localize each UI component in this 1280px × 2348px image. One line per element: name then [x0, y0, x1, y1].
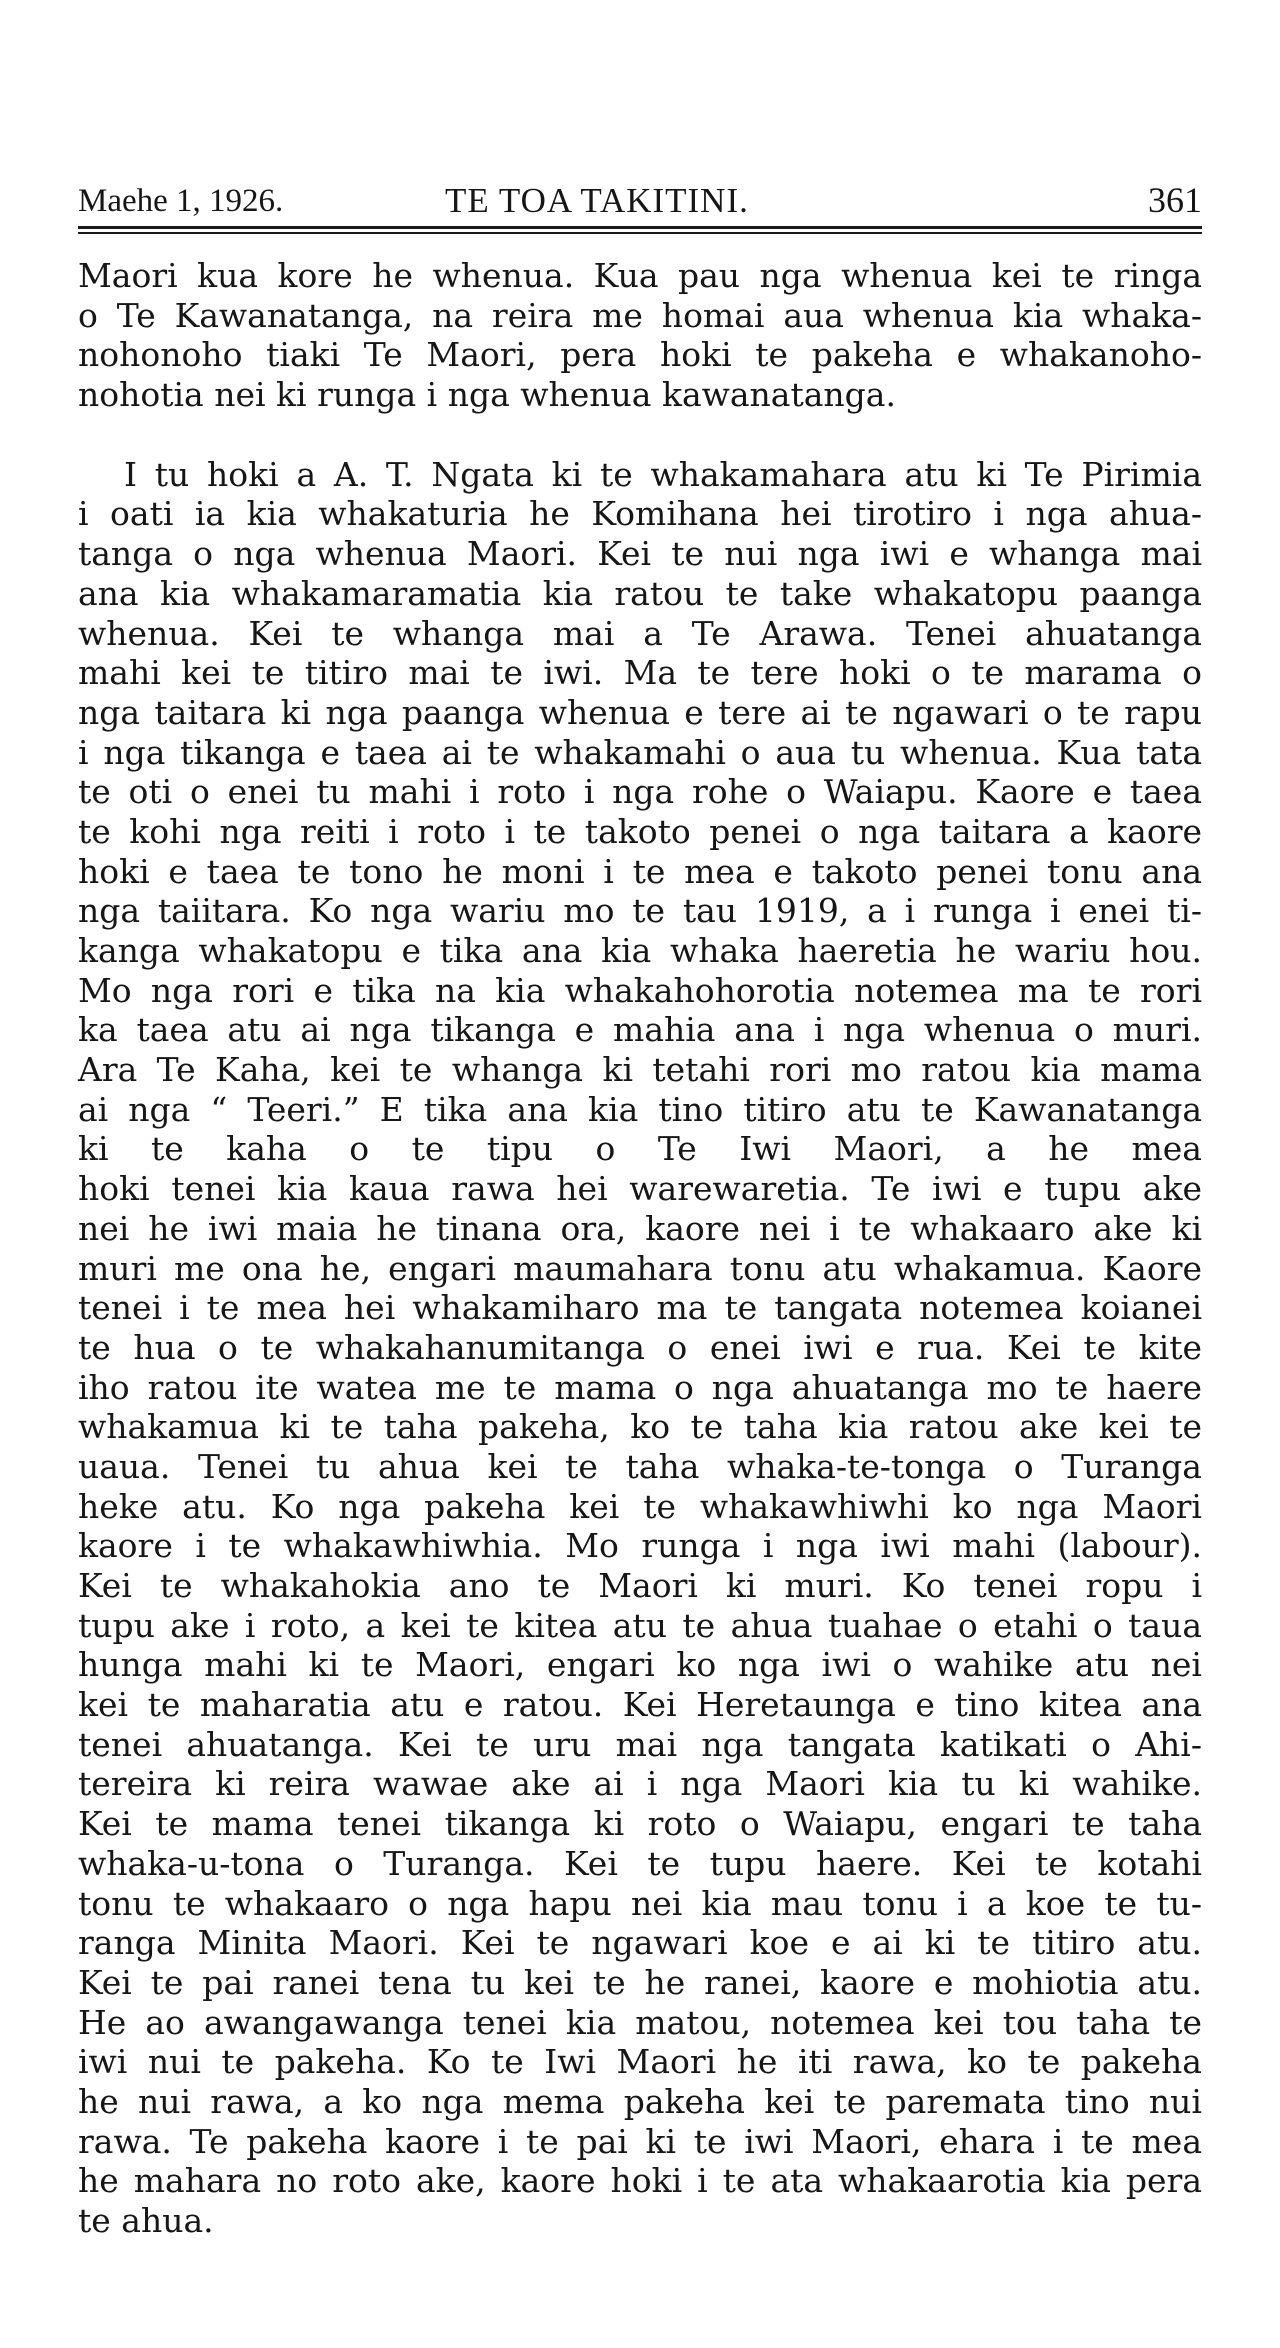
text-line: whenua. Kei te whanga mai a Te Arawa. Tenei ahuatanga — [78, 613, 1202, 653]
text-line: kaore i te whakawhiwhia. Mo runga i nga iwi mahi (labour). — [78, 1526, 1202, 1566]
text-line: Kei te mama tenei tikanga ki roto o Waiapu, engari te taha — [78, 1804, 1202, 1844]
text-line: o Te Kawanatanga, na reira me homai aua whenua kia whaka- — [78, 295, 1202, 335]
header-title: TE TOA TAKITINI. — [445, 181, 749, 220]
text-line: mahi kei te titiro mai te iwi. Ma te tere hoki o te marama o — [78, 653, 1202, 693]
text-line: iwi nui te pakeha. Ko te Iwi Maori he iti rawa, ko te pakeha — [78, 2042, 1202, 2082]
text-line: ana kia whakamaramatia kia ratou te take whakatopu paanga — [78, 573, 1202, 613]
text-line: Maori kua kore he whenua. Kua pau nga whenua kei te ringa — [78, 256, 1202, 295]
text-line: nohonoho tiaki Te Maori, pera hoki te pakeha e whakanoho- — [78, 335, 1202, 375]
header-rule-top — [78, 226, 1202, 229]
text-line: ki te kaha o te tipu o Te Iwi Maori, a he mea — [78, 1129, 1202, 1169]
text-line: kei te maharatia atu e ratou. Kei Heretaunga e tino kitea ana — [78, 1685, 1202, 1725]
text-line: te ahua. — [78, 2201, 214, 2240]
running-header — [78, 158, 1202, 218]
text-line: nga taitara ki nga paanga whenua e tere ai te ngawari o te rapu — [78, 692, 1202, 732]
text-line: He ao awangawanga tenei kia matou, notemea kei tou taha te — [78, 2002, 1202, 2042]
text-line: te oti o enei tu mahi i roto i nga rohe o Waiapu. Kaore e taea — [78, 772, 1202, 812]
text-line: tenei i te mea hei whakamiharo ma te tangata notemea koianei — [78, 1288, 1202, 1328]
text-line: tereira ki reira wawae ake ai i nga Maori kia tu ki wahike. — [78, 1764, 1202, 1804]
text-line: ai nga “ Teeri.” E tika ana kia tino titiro atu te Kawanatanga — [78, 1089, 1202, 1129]
text-line: heke atu. Ko nga pakeha kei te whakawhiwhi ko nga Maori — [78, 1486, 1202, 1526]
paragraph — [78, 455, 1202, 2241]
text-line: hunga mahi ki te Maori, engari ko nga iwi o wahike atu nei — [78, 1645, 1202, 1685]
text-line: ranga Minita Maori. Kei te ngawari koe e ai ki te titiro atu. — [78, 1923, 1202, 1963]
text-line: ka taea atu ai nga tikanga e mahia ana i nga whenua o muri. — [78, 1010, 1202, 1050]
text-line: Ara Te Kaha, kei te whanga ki tetahi rori mo ratou kia mama — [78, 1050, 1202, 1090]
text-line: tenei ahuatanga. Kei te uru mai nga tangata katikati o Ahi- — [78, 1724, 1202, 1764]
text-line: Kei te pai ranei tena tu kei te he ranei, kaore e mohiotia atu. — [78, 1962, 1202, 2002]
text-line: whaka-u-tona o Turanga. Kei te tupu haere. Kei te kotahi — [78, 1843, 1202, 1883]
text-line: i oati ia kia whakaturia he Komihana hei tirotiro i nga ahua- — [78, 494, 1202, 534]
paragraph-gap — [78, 415, 1202, 455]
text-line: te kohi nga reiti i roto i te takoto penei o nga taitara a kaore — [78, 811, 1202, 851]
text-line: he mahara no roto ake, kaore hoki i te ata whakaarotia kia pera — [78, 2161, 1202, 2201]
text-line: te hua o te whakahanumitanga o enei iwi e rua. Kei te kite — [78, 1327, 1202, 1367]
text-line: iho ratou ite watea me te mama o nga ahuatanga mo te haere — [78, 1367, 1202, 1407]
text-line: kanga whakatopu e tika ana kia whaka haeretia he wariu hou. — [78, 931, 1202, 970]
text-line: tanga o nga whenua Maori. Kei te nui nga iwi e whanga mai — [78, 534, 1202, 574]
text-line: hoki tenei kia kaua rawa hei warewaretia. Te iwi e tupu ake — [78, 1169, 1202, 1209]
text-line: nga taiitara. Ko nga wariu mo te tau 1919, a i runga i enei ti- — [78, 891, 1202, 931]
text-line: whakamua ki te taha pakeha, ko te taha kia ratou ake kei te — [78, 1407, 1202, 1447]
header-date: Maehe 1, 1926. — [78, 183, 284, 219]
text-line: hoki e taea te tono he moni i te mea e takoto penei tonu ana — [78, 851, 1202, 891]
text-line: nei he iwi maia he tinana ora, kaore nei i te whakaaro ake ki — [78, 1208, 1202, 1248]
text-line: nohotia nei ki runga i nga whenua kawanatanga. — [78, 375, 896, 415]
page-number: 361 — [1148, 180, 1202, 220]
text-line: I tu hoki a A. T. Ngata ki te whakamahara atu ki Te Pirimia — [124, 454, 1202, 494]
text-line: Mo nga rori e tika na kia whakahohorotia notemea ma te rori — [78, 970, 1202, 1010]
text-line: tonu te whakaaro o nga hapu nei kia mau tonu i a koe te tu- — [78, 1883, 1202, 1923]
text-line: Kei te whakahokia ano te Maori ki muri. Ko tenei ropu i — [78, 1566, 1202, 1605]
paragraph — [78, 256, 1202, 415]
text-line: rawa. Te pakeha kaore i te pai ki te iwi Maori, ehara i te mea — [78, 2121, 1202, 2161]
body-text — [78, 256, 1202, 2241]
header-rule-bottom — [78, 232, 1202, 234]
text-line: he nui rawa, a ko nga mema pakeha kei te paremata tino nui — [78, 2081, 1202, 2121]
text-line: tupu ake i roto, a kei te kitea atu te ahua tuahae o etahi o taua — [78, 1605, 1202, 1645]
text-line: muri me ona he, engari maumahara tonu atu whakamua. Kaore — [78, 1248, 1202, 1288]
text-line: i nga tikanga e taea ai te whakamahi o aua tu whenua. Kua tata — [78, 732, 1202, 772]
text-line: uaua. Tenei tu ahua kei te taha whaka-te-tonga o Turanga — [78, 1446, 1202, 1486]
